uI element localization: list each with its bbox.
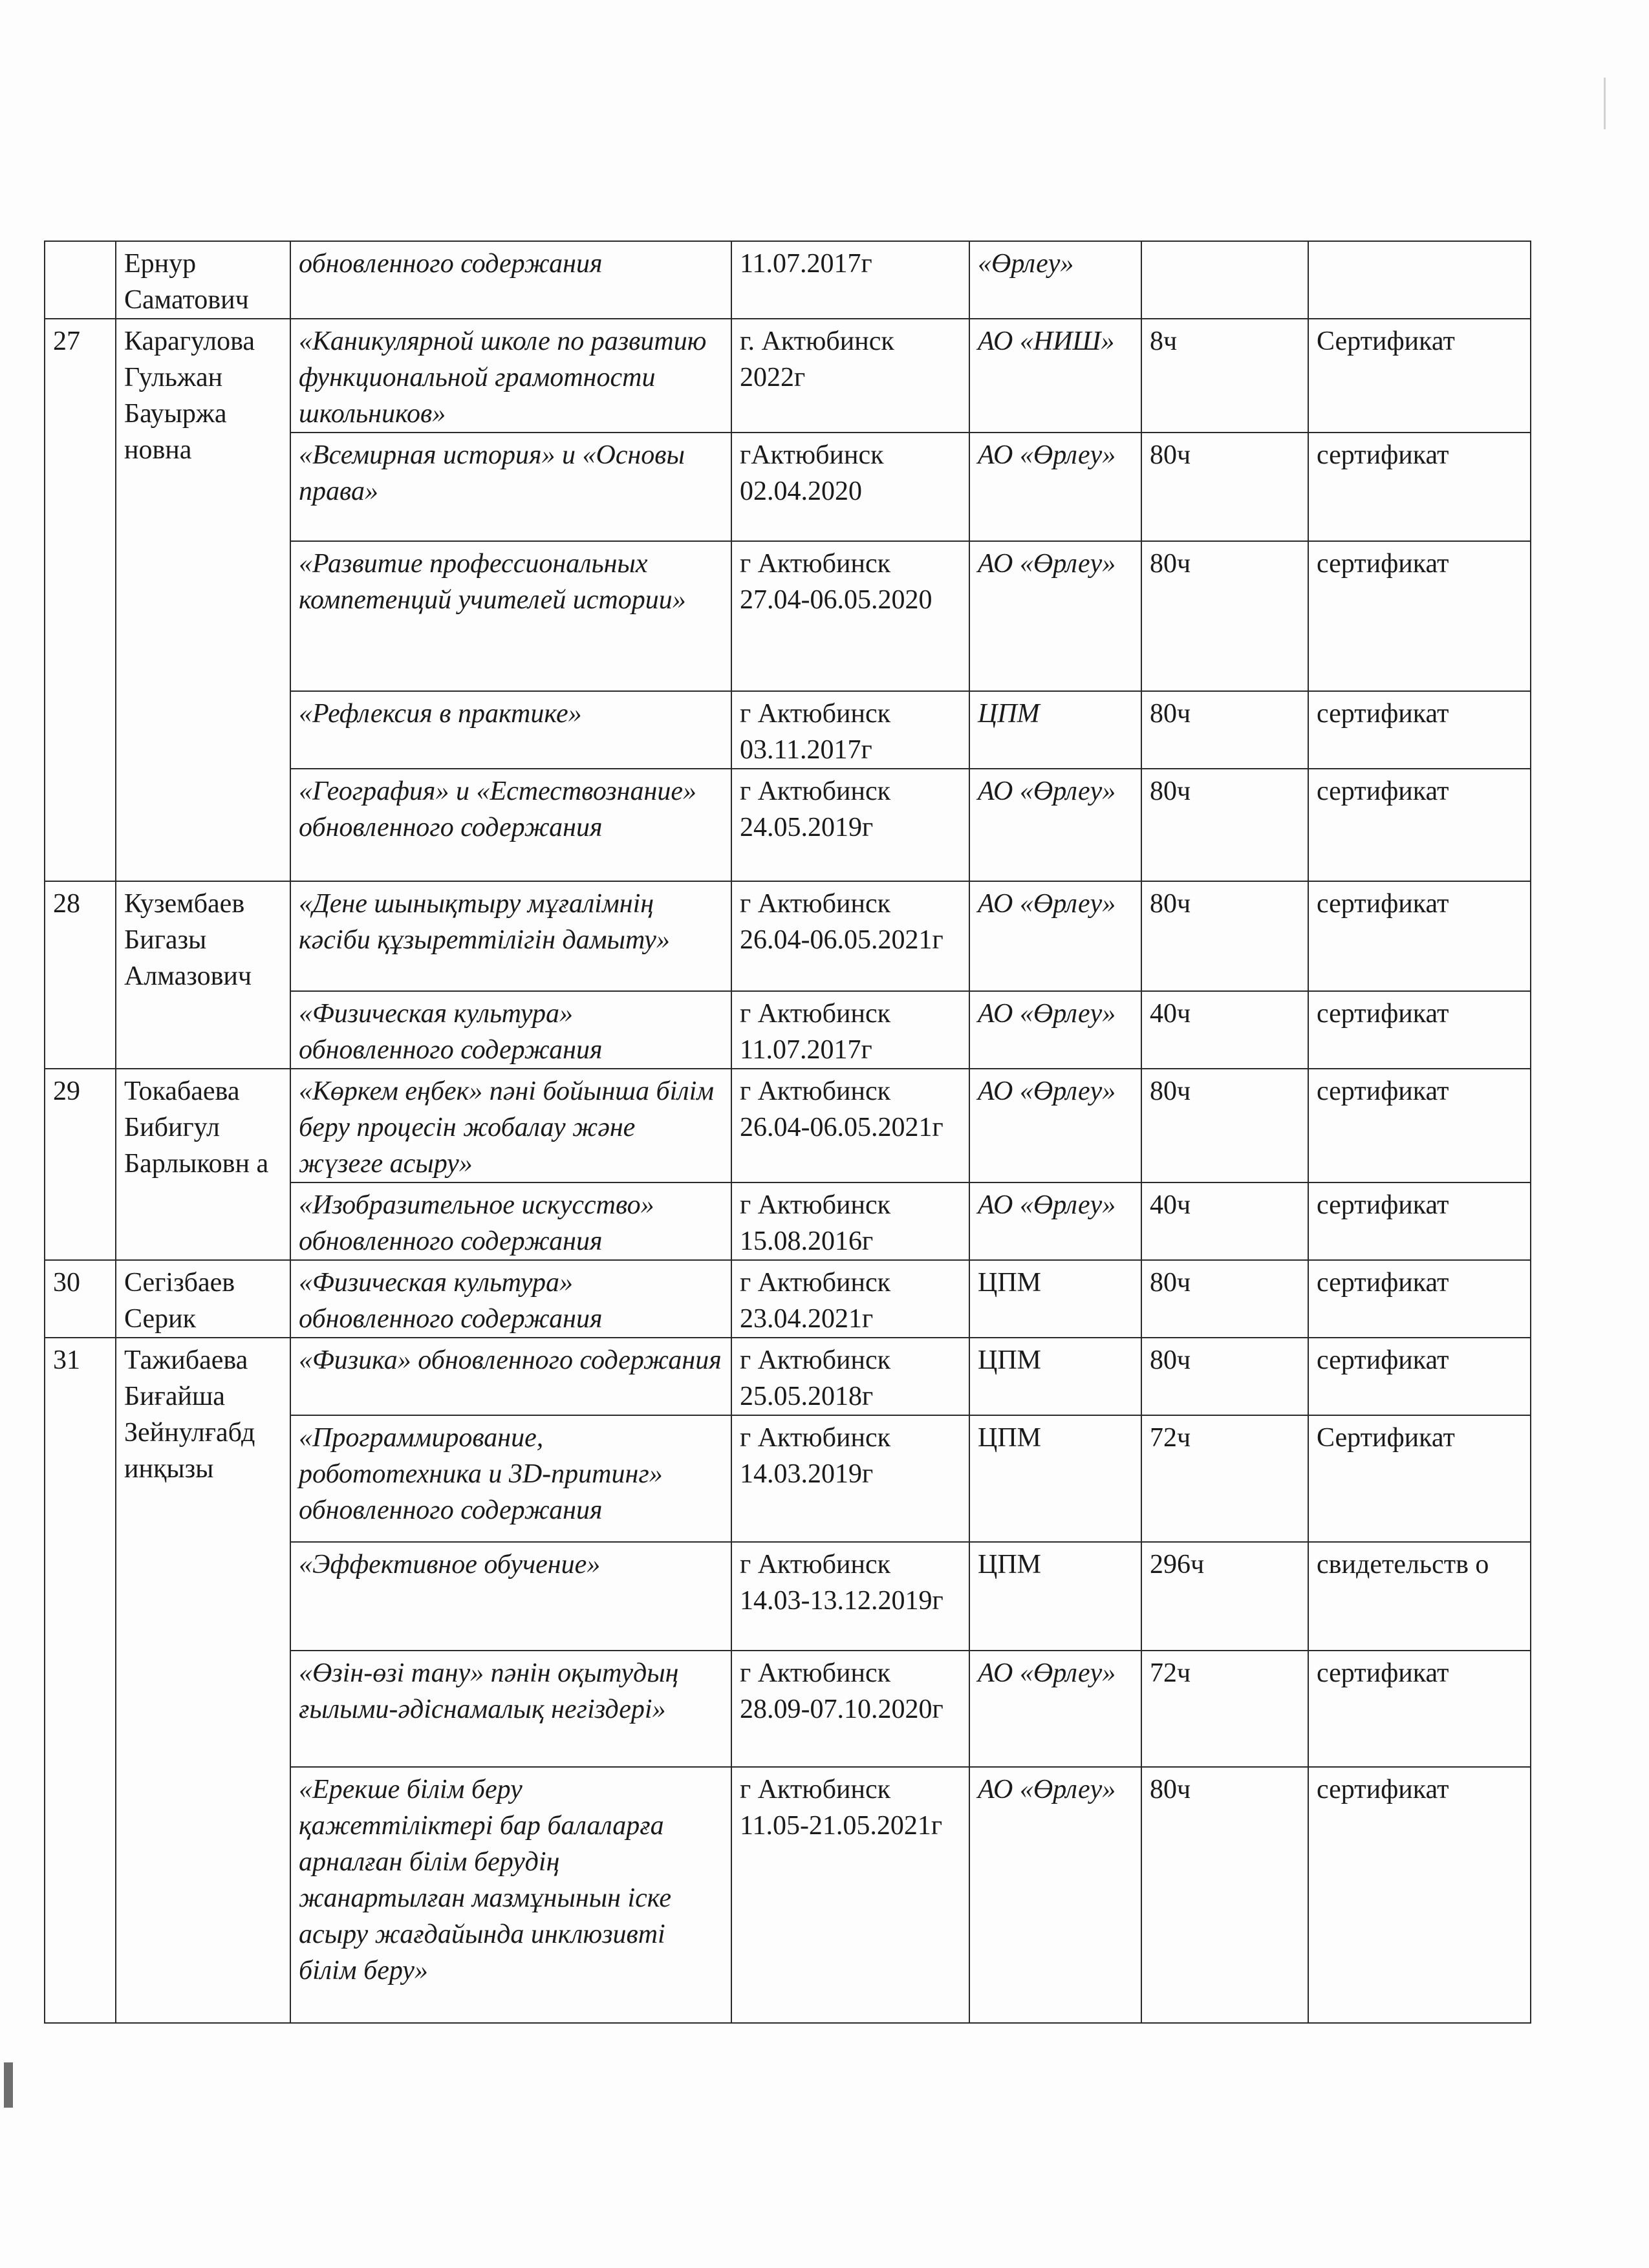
scan-edge-mark: [1604, 78, 1606, 129]
document-type: сертификат: [1308, 769, 1531, 881]
place-date: г Актюбинск 23.04.2021г: [731, 1260, 969, 1338]
document-type: сертификат: [1308, 1651, 1531, 1767]
hours: 40ч: [1141, 991, 1308, 1069]
row-number: 30: [45, 1260, 116, 1338]
table-row: [45, 241, 1531, 319]
document-type: [1308, 241, 1531, 319]
document-type: сертификат: [1308, 1182, 1531, 1260]
document-type: свидетельств о: [1308, 1542, 1531, 1651]
course-title: «Всемирная история» и «Основы права»: [290, 433, 731, 541]
course-title: «Дене шынықтыру мұғалімнің кәсіби құзыреттілігін дамыту»: [290, 881, 731, 991]
hours: 40ч: [1141, 1182, 1308, 1260]
organization: АО «Өрлеу»: [969, 433, 1141, 541]
scan-edge-mark: [4, 2062, 13, 2108]
course-title: «Физическая культура» обновленного содержания: [290, 991, 731, 1069]
place-date: гАктюбинск 02.04.2020: [731, 433, 969, 541]
hours: 80ч: [1141, 1069, 1308, 1182]
course-title: «Физическая культура» обновленного содержания: [290, 1260, 731, 1338]
table-row: [45, 319, 1531, 433]
hours: 80ч: [1141, 1767, 1308, 2023]
course-title: «Өзін-өзі тану» пәнін оқытудың ғылыми-әдіснамалық негіздері»: [290, 1651, 731, 1767]
table-row: [45, 1069, 1531, 1182]
organization: АО «Өрлеу»: [969, 1182, 1141, 1260]
document-type: сертификат: [1308, 1260, 1531, 1338]
hours: [1141, 241, 1308, 319]
place-date: г Актюбинск 27.04-06.05.2020: [731, 541, 969, 691]
place-date: г Актюбинск 24.05.2019г: [731, 769, 969, 881]
teacher-name: Ернур Саматович: [116, 241, 290, 319]
course-title: «Көркем еңбек» пәні бойынша білім беру процесін жобалау және жүзеге асыру»: [290, 1069, 731, 1182]
course-title: «Программирование, робототехника и 3D-притинг» обновленного содержания: [290, 1415, 731, 1542]
document-type: сертификат: [1308, 991, 1531, 1069]
teacher-name: Сегізбаев Серик: [116, 1260, 290, 1338]
place-date: г. Актюбинск 2022г: [731, 319, 969, 433]
organization: ЦПМ: [969, 1415, 1141, 1542]
teacher-name: Кузембаев Бигазы Алмазович: [116, 881, 290, 1069]
course-title: «Развитие профессиональных компетенций учителей истории»: [290, 541, 731, 691]
document-type: сертификат: [1308, 433, 1531, 541]
hours: 72ч: [1141, 1651, 1308, 1767]
document-type: сертификат: [1308, 881, 1531, 991]
hours: 8ч: [1141, 319, 1308, 433]
organization: АО «НИШ»: [969, 319, 1141, 433]
organization: ЦПМ: [969, 1542, 1141, 1651]
organization: «Өрлеу»: [969, 241, 1141, 319]
place-date: г Актюбинск 11.05-21.05.2021г: [731, 1767, 969, 2023]
table-body: [45, 241, 1531, 2023]
place-date: г Актюбинск 11.07.2017г: [731, 991, 969, 1069]
organization: АО «Өрлеу»: [969, 881, 1141, 991]
organization: АО «Өрлеу»: [969, 991, 1141, 1069]
organization: АО «Өрлеу»: [969, 1651, 1141, 1767]
organization: АО «Өрлеу»: [969, 541, 1141, 691]
place-date: г Актюбинск 26.04-06.05.2021г: [731, 881, 969, 991]
hours: 80ч: [1141, 691, 1308, 769]
organization: ЦПМ: [969, 691, 1141, 769]
teacher-name: Тажибаева Биғайша Зейнулғабд инқызы: [116, 1338, 290, 2023]
organization: ЦПМ: [969, 1338, 1141, 1415]
place-date: 11.07.2017г: [731, 241, 969, 319]
document-type: сертификат: [1308, 691, 1531, 769]
course-title: обновленного содержания: [290, 241, 731, 319]
document-type: Сертификат: [1308, 319, 1531, 433]
document-type: сертификат: [1308, 1069, 1531, 1182]
course-title: «Эффективное обучение»: [290, 1542, 731, 1651]
place-date: г Актюбинск 25.05.2018г: [731, 1338, 969, 1415]
course-title: «Физика» обновленного содержания: [290, 1338, 731, 1415]
place-date: г Актюбинск 28.09-07.10.2020г: [731, 1651, 969, 1767]
teacher-name: Токабаева Бибигул Барлыковн а: [116, 1069, 290, 1260]
row-number: 28: [45, 881, 116, 1069]
hours: 80ч: [1141, 1338, 1308, 1415]
table-row: [45, 1260, 1531, 1338]
training-table: [44, 241, 1531, 2024]
course-title: «География» и «Естествознание» обновленного содержания: [290, 769, 731, 881]
hours: 80ч: [1141, 541, 1308, 691]
organization: АО «Өрлеу»: [969, 1767, 1141, 2023]
document-type: Сертификат: [1308, 1415, 1531, 1542]
organization: АО «Өрлеу»: [969, 1069, 1141, 1182]
teacher-name: Карагулова Гульжан Бауыржа новна: [116, 319, 290, 881]
place-date: г Актюбинск 14.03-13.12.2019г: [731, 1542, 969, 1651]
document-type: сертификат: [1308, 1767, 1531, 2023]
row-number: 27: [45, 319, 116, 881]
organization: АО «Өрлеу»: [969, 769, 1141, 881]
hours: 80ч: [1141, 433, 1308, 541]
organization: ЦПМ: [969, 1260, 1141, 1338]
row-number: 29: [45, 1069, 116, 1260]
table-row: [45, 881, 1531, 991]
document-type: сертификат: [1308, 1338, 1531, 1415]
hours: 80ч: [1141, 769, 1308, 881]
table-row: [45, 1338, 1531, 1415]
place-date: г Актюбинск 26.04-06.05.2021г: [731, 1069, 969, 1182]
place-date: г Актюбинск 15.08.2016г: [731, 1182, 969, 1260]
hours: 296ч: [1141, 1542, 1308, 1651]
hours: 72ч: [1141, 1415, 1308, 1542]
hours: 80ч: [1141, 1260, 1308, 1338]
place-date: г Актюбинск 03.11.2017г: [731, 691, 969, 769]
row-number: 31: [45, 1338, 116, 2023]
course-title: «Изобразительное искусство» обновленного содержания: [290, 1182, 731, 1260]
course-title: «Каникулярной школе по развитию функциональной грамотности школьников»: [290, 319, 731, 433]
course-title: «Рефлексия в практике»: [290, 691, 731, 769]
hours: 80ч: [1141, 881, 1308, 991]
document-type: сертификат: [1308, 541, 1531, 691]
row-number: [45, 241, 116, 319]
course-title: «Ерекше білім беру қажеттіліктері бар балаларға арналған білім берудің жанартылған мазмұнынын іске асыру жағдайында инклюзивті білім беру»: [290, 1767, 731, 2023]
place-date: г Актюбинск 14.03.2019г: [731, 1415, 969, 1542]
